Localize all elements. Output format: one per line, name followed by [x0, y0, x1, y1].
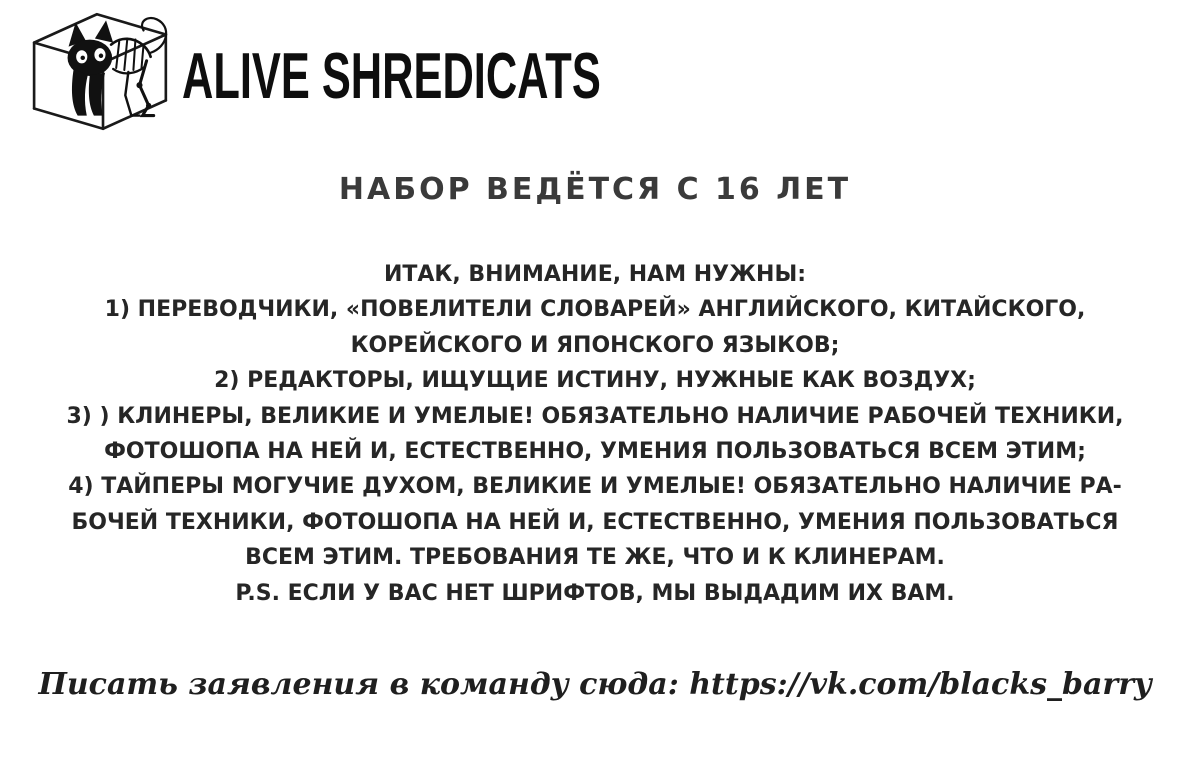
- notice-line-intro: ИТАК, ВНИМАНИЕ, НАМ НУЖНЫ:: [383, 262, 807, 287]
- notice-line-typesetters: 4) ТАЙПЕРЫ МОГУЧИЕ ДУХОМ, ВЕЛИКИЕ И УМЕЛЫЕ! ОБЯЗАТЕЛЬНО НАЛИЧИЕ РА-: [68, 474, 1122, 500]
- group-logo: [26, 4, 780, 140]
- contact-line: Писать заявления в команду сюда: https://vk.com/blacks_barry: [38, 667, 1152, 702]
- notice-line-typesetters-3: ВСЕМ ЭТИМ. ТРЕБОВАНИЯ ТЕ ЖЕ, ЧТО И К КЛИНЕРАМ.: [245, 545, 945, 571]
- notice-line-cleaners: 3) ) КЛИНЕРЫ, ВЕЛИКИЕ И УМЕЛЫЕ! ОБЯЗАТЕЛЬНО НАЛИЧИЕ РАБОЧЕЙ ТЕХНИКИ,: [66, 403, 1124, 429]
- notice-line-typesetters-2: БОЧЕЙ ТЕХНИКИ, ФОТОШОПА НА НЕЙ И, ЕСТЕСТВЕННО, УМЕНИЯ ПОЛЬЗОВАТЬСЯ: [71, 509, 1119, 535]
- notice-line-translators: 1) ПЕРЕВОДЧИКИ, «ПОВЕЛИТЕЛИ СЛОВАРЕЙ» АНГЛИЙСКОГО, КИТАЙСКОГО,: [104, 297, 1086, 323]
- notice-line-ps: P.S. ЕСЛИ У ВАС НЕТ ШРИФТОВ, МЫ ВЫДАДИМ ИХ ВАМ.: [235, 580, 955, 606]
- recruitment-heading: НАБОР ВЕДЁТСЯ С 16 ЛЕТ: [338, 172, 852, 207]
- notice-line-editors: 2) РЕДАКТОРЫ, ИЩУЩИЕ ИСТИНУ, НУЖНЫЕ КАК ВОЗДУХ;: [214, 368, 976, 394]
- notice-line-translators-2: КОРЕЙСКОГО И ЯПОНСКОГО ЯЗЫКОВ;: [350, 332, 840, 358]
- schrodinger-cat-in-cube-icon: [26, 4, 178, 140]
- group-name: ALIVE SHREDICATS: [182, 39, 601, 113]
- notice-line-cleaners-2: ФОТОШОПА НА НЕЙ И, ЕСТЕСТВЕННО, УМЕНИЯ ПОЛЬЗОВАТЬСЯ ВСЕМ ЭТИМ;: [104, 439, 1086, 465]
- recruitment-notice-body: [0, 257, 1190, 611]
